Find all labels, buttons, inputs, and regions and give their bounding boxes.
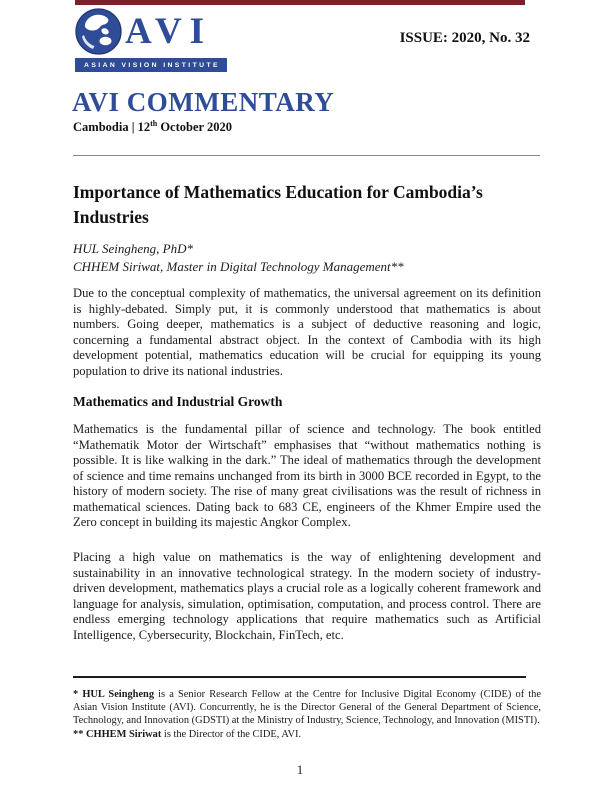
logo-acronym: AVI bbox=[125, 11, 213, 52]
page-number: 1 bbox=[296, 762, 304, 777]
logo-tagline: ASIAN VISION INSTITUTE bbox=[75, 58, 227, 72]
series-title: AVI COMMENTARY bbox=[72, 87, 335, 117]
dateline-ordinal: th bbox=[150, 119, 158, 128]
author-line: HUL Seingheng, PhD* bbox=[73, 241, 194, 256]
body-paragraph: Mathematics is the fundamental pillar of science and technology. The book entitled “Mathematik Motor der Wirtschaft” emphasises that “without mathematics nothing is possible. It is like walking in the dark.” The ideal of mathematics through the development of science and time remains unchanged from its birth in 3000 BCE recorded in Egypt, to the history of modern society. The rise of many great civilisations was the result of richness in mathematical sciences. Dating back to 683 CE, engineers of the Khmer Empire used the Zero concept in building its majestic Angkor Complex. bbox=[73, 422, 541, 529]
footnote-block bbox=[73, 688, 541, 741]
avi-logo bbox=[75, 8, 245, 72]
footnote-item bbox=[73, 728, 541, 741]
dateline bbox=[73, 119, 232, 135]
issue-label: ISSUE: 2020, No. 32 bbox=[399, 30, 530, 46]
avi-logo-top bbox=[75, 8, 245, 55]
dateline-suffix: October 2020 bbox=[157, 120, 232, 135]
footnote-text: is a Senior Research Fellow at the Centre for Inclusive Digital Economy (CIDE) of the Asian Vision Institute (AVI). Concurrently, he is the Director General of the General Department of Science, Technology, and Innovation (GDSTI) at the Ministry of Industry, Science, Technology, and Innovation (MISTI). bbox=[73, 689, 541, 727]
globe-icon bbox=[75, 8, 122, 55]
top-accent-bar bbox=[75, 0, 525, 5]
footnote-divider bbox=[73, 676, 526, 678]
author-block bbox=[73, 240, 543, 275]
intro-paragraph: Due to the conceptual complexity of mathematics, the universal agreement on its definition is highly-debated. Simply put, it is commonly understood that mathematics is about numbers. Going deeper, mathematics is a subject of deductive reasoning and logic, concerning a fundamental abstract object. In the context of Cambodia with its high development potential, mathematics education will be crucial for equipping its young population to drive its national industries. bbox=[73, 286, 541, 378]
body-paragraph: Placing a high value on mathematics is the way of enlightening development and sustainability in an innovative technological strategy. In the modern society of industry-driven development, mathematics plays a crucial role as a logically coherent framework and language for analysis, simulation, optimisation, computation, and process control. There are endless emerging technology applications that require mathematics such as Artificial Intelligence, Cybersecurity, Blockchain, FinTech, etc. bbox=[73, 550, 541, 642]
footnote-item bbox=[73, 688, 541, 728]
dateline-prefix: Cambodia | 12 bbox=[73, 120, 151, 135]
footnote-author-bold: ** CHHEM Siriwat bbox=[73, 728, 162, 740]
footnote-author-bold: * HUL Seingheng bbox=[73, 689, 155, 700]
article-title: Importance of Mathematics Education for Cambodia’s Industries bbox=[73, 182, 483, 227]
header-divider bbox=[73, 155, 540, 156]
author-line: CHHEM Siriwat, Master in Digital Technology Management** bbox=[73, 258, 404, 274]
footnote-text: is the Director of the CIDE, AVI. bbox=[161, 728, 302, 740]
section-heading: Mathematics and Industrial Growth bbox=[73, 394, 283, 409]
